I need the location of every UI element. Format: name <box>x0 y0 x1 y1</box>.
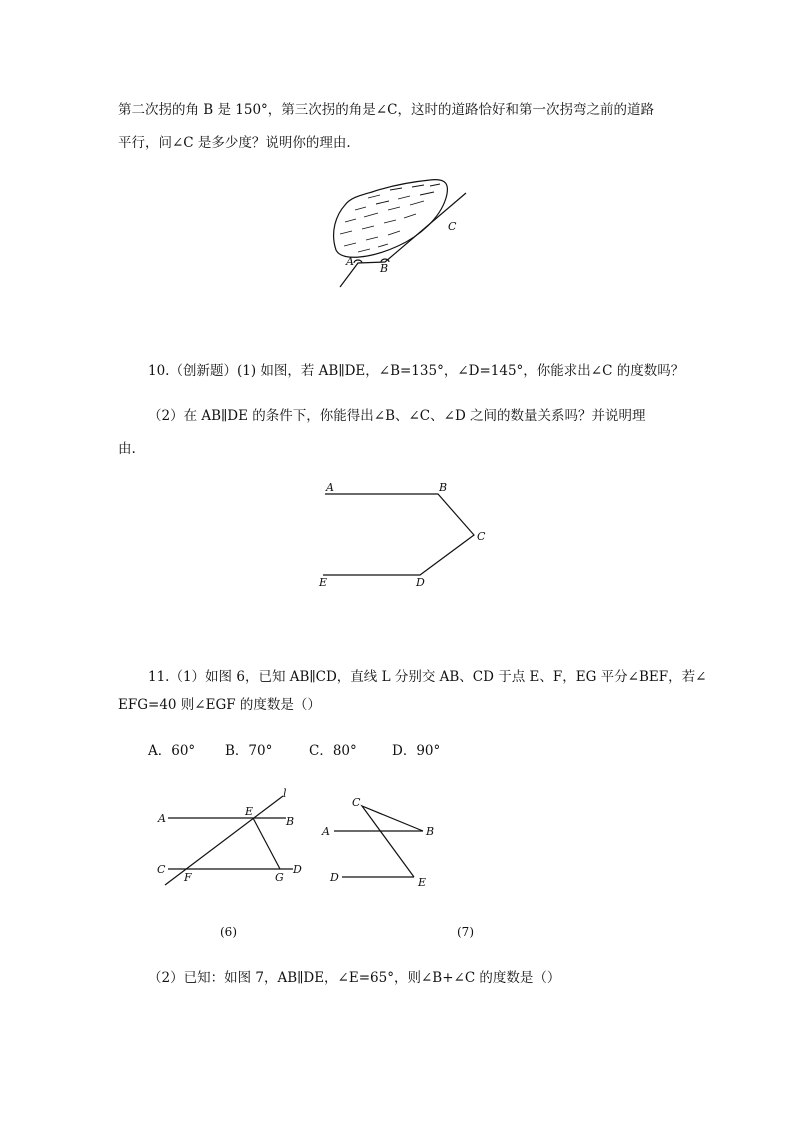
fig2-label-a: A <box>326 481 334 494</box>
fig6-label-a: A <box>158 812 166 825</box>
fig2-label-e: E <box>319 576 328 589</box>
fig6-label-g: G <box>275 871 284 884</box>
fig6-caption: (6) <box>220 925 237 939</box>
q11-text-line1: 11.（1）如图 6，已知 AB∥CD，直线 L 分别交 AB、CD 于点 E、F，EG 平分∠BEF，若∠ <box>148 669 707 685</box>
fig7-label-c: C <box>352 796 361 809</box>
fig2-label-d: D <box>416 576 425 589</box>
q11-option-a: A．60° <box>148 743 196 759</box>
fig7-label-b: B <box>426 825 435 838</box>
fig7-caption: (7) <box>457 925 474 939</box>
fig6-label-d: D <box>293 863 302 876</box>
q11-option-d: D．90° <box>392 743 441 759</box>
fig2-label-c: C <box>477 530 486 543</box>
fig1-label-c: C <box>448 220 457 233</box>
fig1-label-a: A <box>346 255 354 268</box>
q11-option-b: B．70° <box>225 743 273 759</box>
q11-part2-text: （2）已知：如图 7，AB∥DE，∠E=65°，则∠B+∠C 的度数是（） <box>148 970 561 986</box>
fig7-label-a: A <box>322 825 330 838</box>
fig6-label-e: E <box>245 805 254 818</box>
q9-text-line1: 第二次拐的角 B 是 150°，第三次拐的角是∠C，这时的道路恰好和第一次拐弯之前的道路 <box>118 102 654 118</box>
fig2-label-b: B <box>439 481 448 494</box>
q9-text-line2: 平行，问∠C 是多少度？说明你的理由. <box>118 135 351 151</box>
q10-text-line2: （2）在 AB∥DE 的条件下，你能得出∠B、∠C、∠D 之间的数量关系吗？并说明理 <box>148 408 646 424</box>
q11-option-c: C．80° <box>309 743 357 759</box>
fig6-label-f: F <box>184 871 192 884</box>
fig6-label-c: C <box>157 863 166 876</box>
fig7-label-e: E <box>418 876 427 889</box>
q10-text-line1: 10.（创新题）(1) 如图，若 AB∥DE，∠B=135°，∠D=145°，你能求出∠C 的度数吗？ <box>148 363 685 379</box>
fig6-label-l: l <box>283 787 287 800</box>
q11-text-line2: EFG=40 则∠EGF 的度数是（） <box>118 697 321 713</box>
q10-text-line3: 由. <box>118 441 136 457</box>
fig1-label-b: B <box>380 262 389 275</box>
fig7-label-d: D <box>330 871 339 884</box>
fig6-label-b: B <box>286 815 295 828</box>
